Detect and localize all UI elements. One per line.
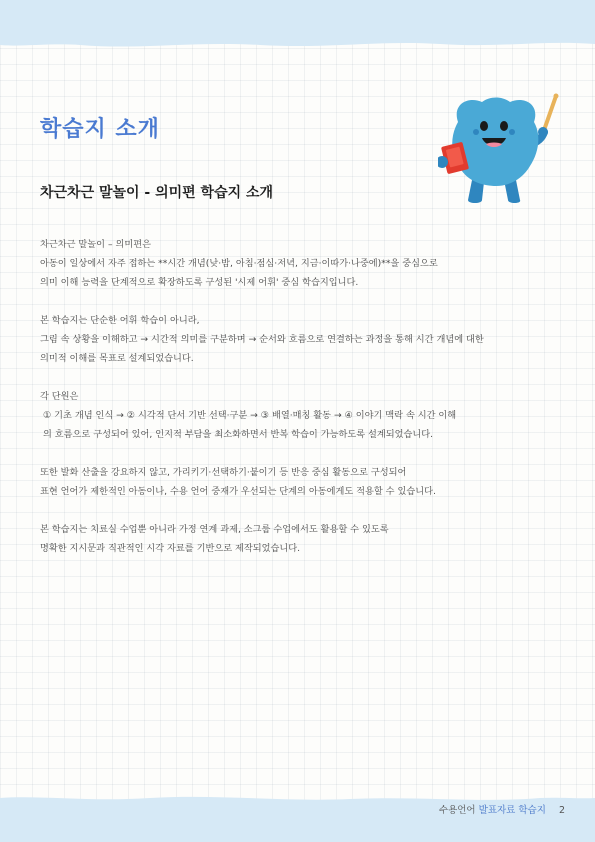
page-subtitle: 차근차근 말놀이 - 의미편 학습지 소개 (40, 185, 274, 201)
text-line: 본 학습지는 치료실 수업뿐 아니라 가정 연계 과제, 소그룹 수업에서도 활용할 수 있도록 (40, 524, 389, 535)
text-line: 그림 속 상황을 이해하고 → 시간적 의미를 구분하며 → 순서와 흐름으로 연결하는 과정을 통해 시간 개념에 대한 (40, 334, 484, 345)
text-line: 차근차근 말놀이 – 의미편은 (40, 239, 151, 250)
text-line: 본 학습지는 단순한 어휘 학습이 아니라, (40, 315, 200, 326)
text-line: 또한 발화 산출을 강요하지 않고, 가리키기·선택하기·붙이기 등 반응 중심 활동으로 구성되어 (40, 467, 407, 478)
page-footer (439, 802, 565, 816)
text-line: ① 기초 개념 인식 → ② 시각적 단서 기반 선택·구분 → ③ 배열·매칭 활동 → ④ 이야기 맥락 속 시간 이해 (43, 410, 457, 421)
paragraph-intro (40, 235, 565, 292)
text-line: 각 단원은 (40, 391, 79, 402)
text-line: 의미 이해 능력을 단계적으로 확장하도록 구성된 '시제 어휘' 중심 학습지입니다. (40, 277, 359, 288)
page-number: 2 (558, 805, 565, 816)
footer-highlight: 발표자료 학습지 (478, 805, 546, 816)
paragraph-response-activities (40, 463, 565, 501)
text-line: 의 흐름으로 구성되어 있어, 인지적 부담을 최소화하면서 반복 학습이 가능하도록 설계되었습니다. (43, 429, 434, 440)
text-line: 의미적 이해를 목표로 설계되었습니다. (40, 353, 194, 364)
page-title: 학습지 소개 (40, 117, 160, 142)
mascot-character-icon (438, 92, 566, 208)
footer-prefix: 수용언어 (438, 805, 476, 816)
top-decorative-band (0, 0, 595, 52)
bottom-decorative-band (0, 790, 595, 842)
text-line: 명확한 지시문과 직관적인 시각 자료를 기반으로 제작되었습니다. (40, 543, 301, 554)
paragraph-purpose (40, 311, 565, 368)
text-line: 표현 언어가 제한적인 아동이나, 수용 언어 중재가 우선되는 단계의 아동에게도 적용할 수 있습니다. (40, 486, 436, 497)
body-text (40, 235, 565, 577)
paragraph-usage (40, 520, 565, 558)
text-line: 아동이 일상에서 자주 접하는 **시간 개념(낮·밤, 아침·점심·저녁, 지금·이따가·나중에)**을 중심으로 (40, 258, 438, 269)
paragraph-unit-structure (40, 387, 565, 444)
